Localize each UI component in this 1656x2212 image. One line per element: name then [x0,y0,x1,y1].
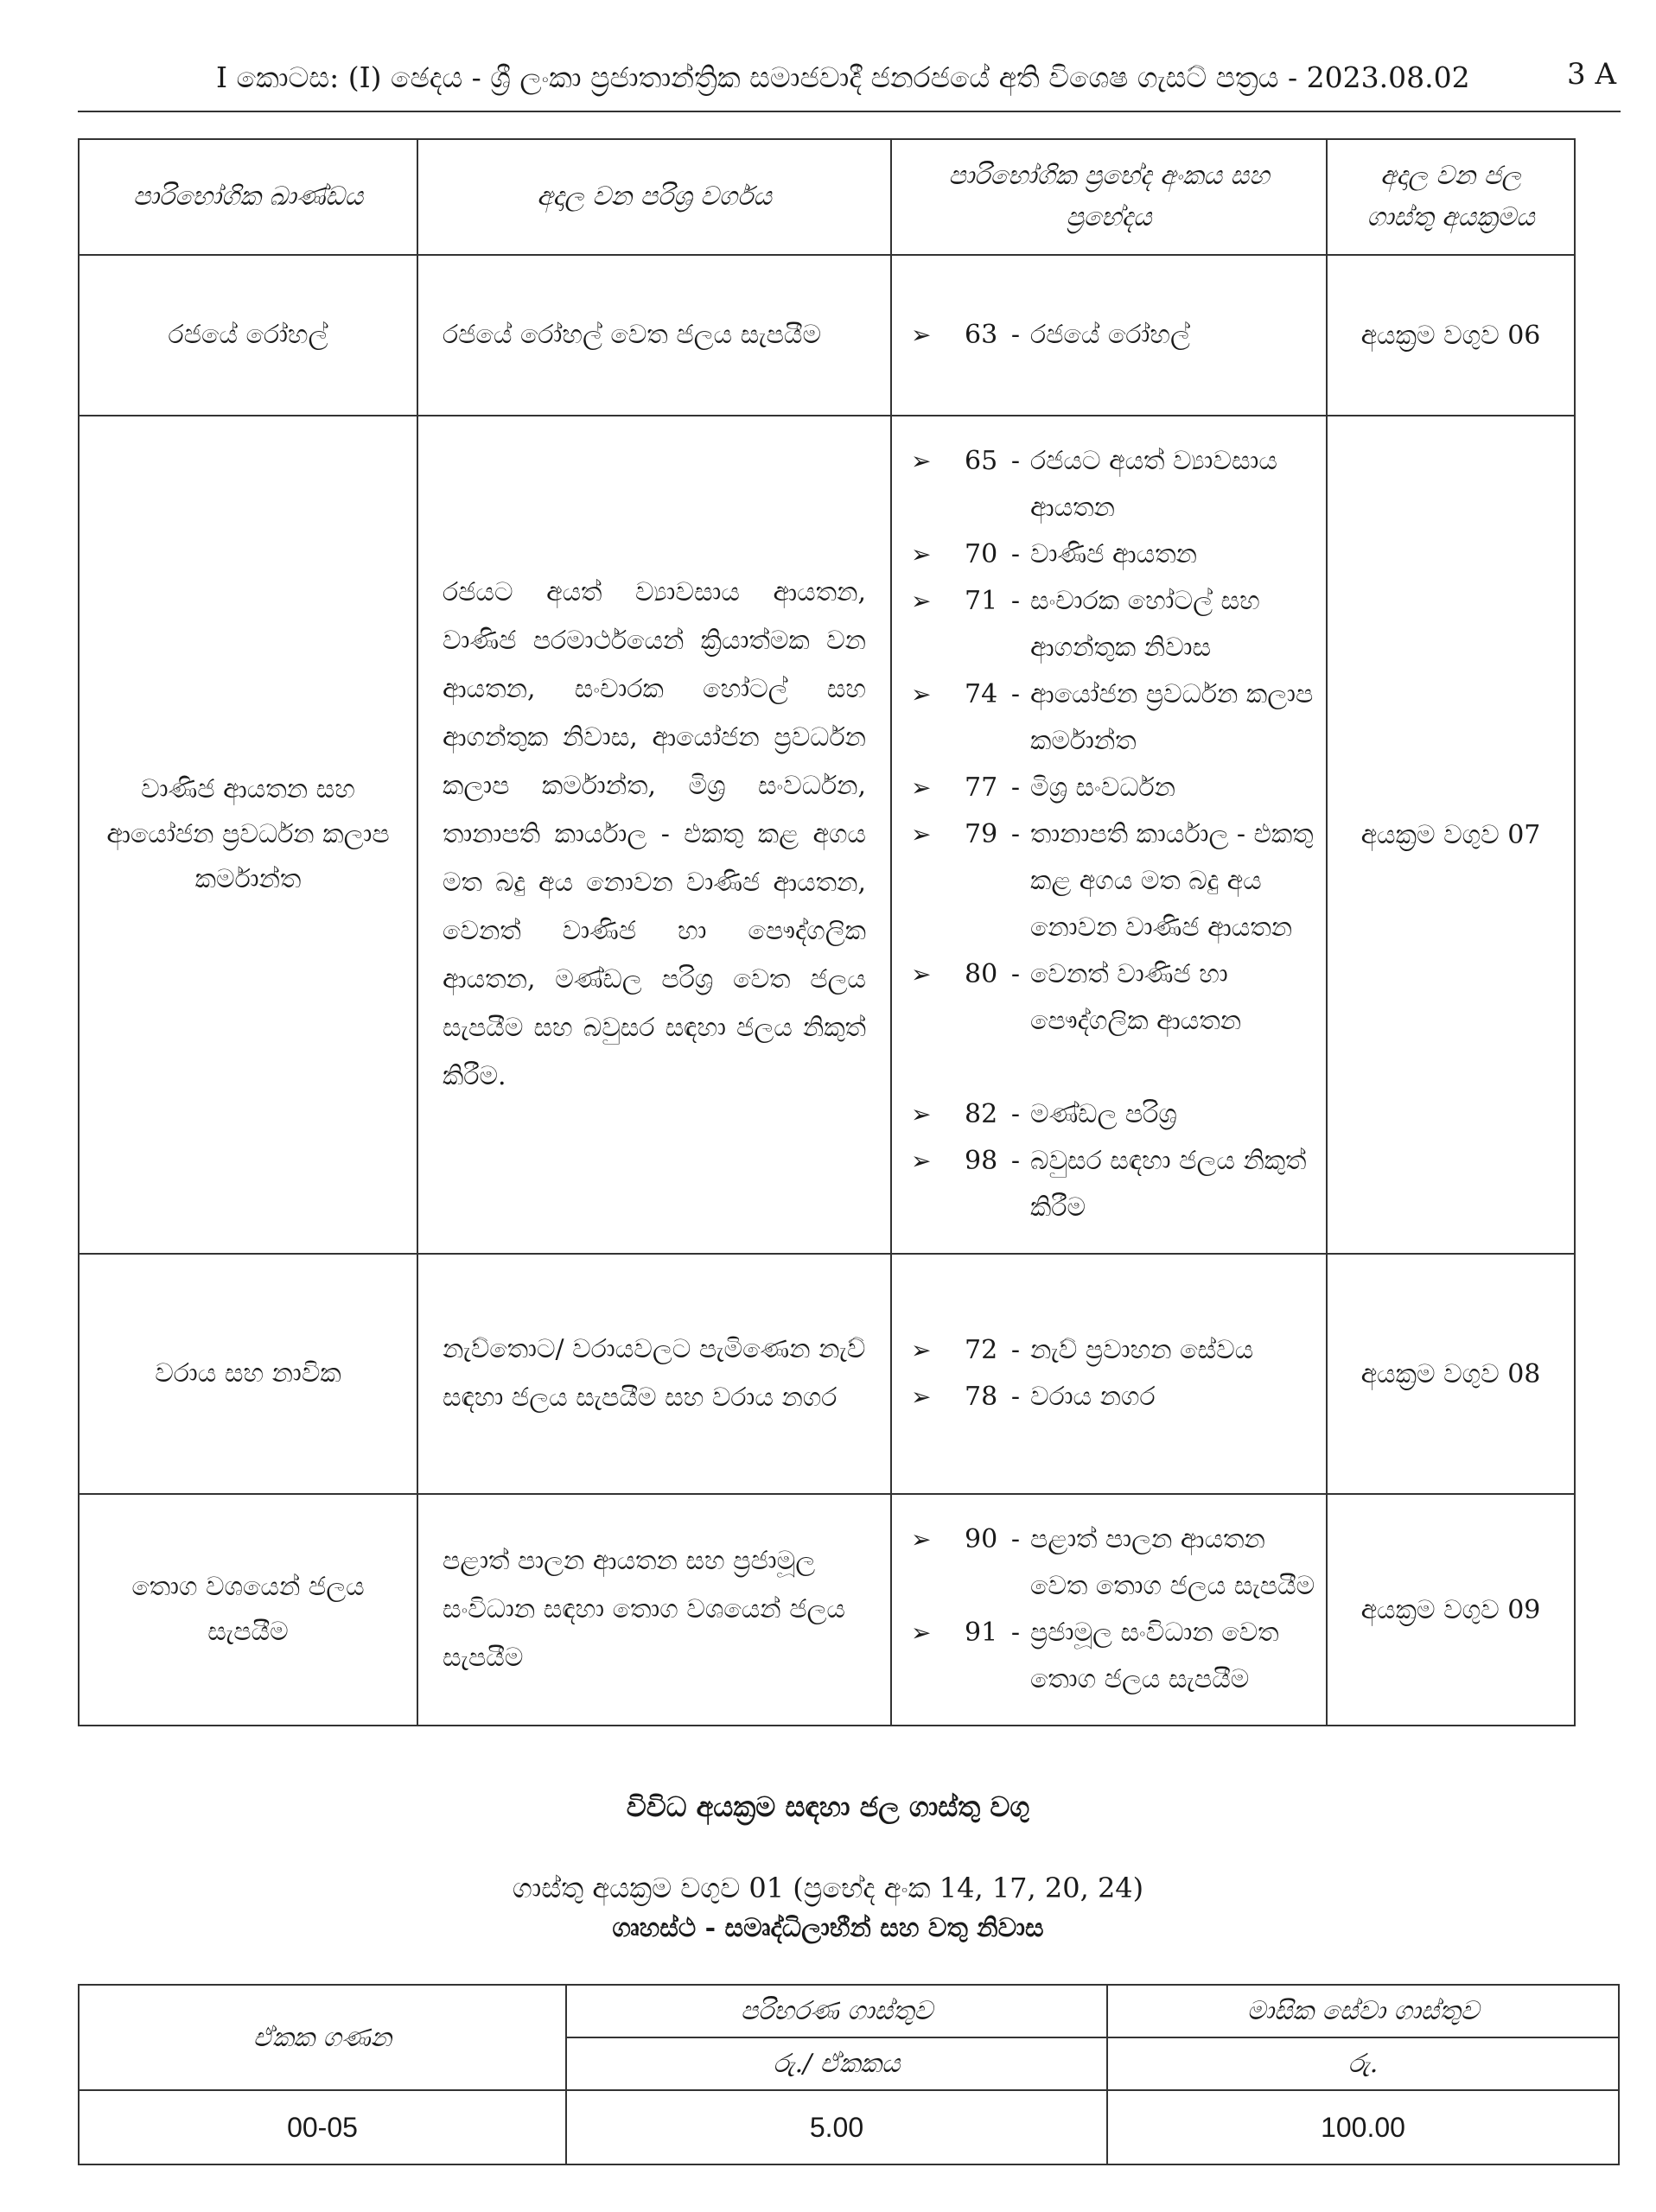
subcategory-code: 82 [965,1099,998,1129]
arrow-bullet-icon: ➢ [911,1618,932,1647]
tariff-table: අයක්‍රම වගුව 08 [1327,1254,1575,1494]
tariff-table-subtitle: ගෘහස්ථ - සමෘද්ධිලාභීන් සහ වතු නිවාස [612,1913,1044,1943]
arrow-bullet-icon: ➢ [911,1100,932,1128]
subcategory-list [891,1494,1327,1726]
subcategory-list [891,416,1327,1254]
subcategory-code: 65 [965,446,998,476]
list-item: ➢ 72 - නැව් ප්‍රවාහන සේවය [911,1327,1317,1374]
premises-type: පළාත් පාලන ආයතන සහ ප්‍රජාමූල සංවිධාන සඳහා තොග වශයෙන් ජලය සැපයීම [417,1494,891,1726]
list-item: ➢ 91 - ප්‍රජාමූල සංවිධාන වෙත තොග ජලය සැපයීම [911,1610,1317,1703]
arrow-bullet-icon: ➢ [911,1525,932,1554]
arrow-bullet-icon: ➢ [911,680,932,709]
list-item: ➢ 80 - වෙනත් වාණිජ හා පෞද්ගලික ආයතන [911,951,1317,1045]
subcategory-code: 90 [965,1524,998,1554]
subcategory-code: 71 [965,586,998,616]
arrow-bullet-icon: ➢ [911,1147,932,1175]
table-row [79,416,1575,1254]
header-units: ඒකක ගණන [79,1985,566,2090]
subcategory-code: 91 [965,1618,998,1648]
arrow-bullet-icon: ➢ [911,820,932,849]
subcategory-desc: සංචාරක හෝටල් සහ ආගන්තුක නිවාස [1030,586,1260,663]
subcategory-desc: නැව් ප්‍රවාහන සේවය [1030,1335,1254,1365]
subcategory-desc: ආයෝජන ප්‍රවර්ධන කලාප කර්මාන්ත [1030,679,1314,756]
fee-header-row [79,1985,1619,2037]
list-item: ➢ 77 - මිශ්‍ර සංවර්ධන [911,765,1317,811]
premises-type: රජයේ රෝහල් වෙත ජලය සැපයීම [417,255,891,416]
subcategory-code: 98 [965,1146,998,1176]
subcategory-desc: බවුසර සඳහා ජලය නිකුත් කිරීම [1030,1146,1307,1223]
subcategory-code: 78 [965,1382,998,1412]
header-divider [78,111,1621,112]
arrow-bullet-icon: ➢ [911,1382,932,1411]
consumer-category: රජයේ රෝහල් [79,255,417,416]
list-item: ➢ 98 - බවුසර සඳහා ජලය නිකුත් කිරීම [911,1138,1317,1231]
header-premises-type: අදාල වන පරිශ්‍ර වර්ගය [417,139,891,255]
subcategory-desc: වෙනත් වාණිජ හා පෞද්ගලික ආයතන [1030,959,1242,1036]
tariff-table: අයක්‍රම වගුව 09 [1327,1494,1575,1726]
subcategory-desc: වාණිජ ආයතන [1030,539,1197,569]
fee-table [78,1984,1620,2165]
subcategory-desc: මිශ්‍ර සංවර්ධන [1030,772,1176,803]
section-title: විවිධ අයක්‍රම සඳහා ජල ගාස්තු වගු [626,1790,1030,1823]
arrow-bullet-icon: ➢ [911,1336,932,1364]
tariff-table: අයක්‍රම වගුව 07 [1327,416,1575,1254]
page-header [78,54,1616,105]
arrow-bullet-icon: ➢ [911,587,932,615]
arrow-bullet-icon: ➢ [911,773,932,802]
units-range: 00-05 [79,2090,566,2164]
subcategory-desc: තානාපති කාර්යාල - එකතු කළ අගය මත බදු අය නොවන වාණිජ ආයතන [1030,819,1314,943]
tariff-table: අයක්‍රම වගුව 06 [1327,255,1575,416]
subcategory-code: 80 [965,959,998,989]
list-item: ➢ 82 - මණ්ඩල පරිශ්‍ර [911,1091,1317,1138]
consumer-category: තොග වශයෙන් ජලය සැපයීම [79,1494,417,1726]
subcategory-code: 74 [965,679,998,709]
premises-type: නැව්තොට/ වරායවලට පැමිණෙන නැව් සඳහා ජලය සැපයීම සහ වරාය නගර [417,1254,891,1494]
header-service-unit: රු. [1107,2037,1619,2090]
list-item: ➢ 65 - රජයට අයත් ව්‍යාවසාය ආයතන [911,438,1317,531]
header-consumer-category: පාරිභෝගික ඛාණ්ඩය [79,139,417,255]
subcategory-code: 79 [965,819,998,849]
arrow-bullet-icon: ➢ [911,960,932,988]
page-number: 3 A [1567,57,1616,92]
subcategory-code: 77 [965,772,998,803]
subcategory-desc: පළාත් පාලන ආයතන වෙත තොග ජලය සැපයීම [1030,1524,1315,1601]
subcategory-code: 63 [965,320,998,350]
header-usage-unit: රු./ ඒකකය [566,2037,1107,2090]
subcategory-code: 70 [965,539,998,569]
subcategory-list [891,1254,1327,1494]
table-row [79,2090,1619,2164]
premises-type: රජයට අයත් ව්‍යාවසාය ආයතන, වාණිජ පරමාර්ථයෙන් ක්‍රියාත්මක වන ආයතන, සංචාරක හෝටල් සහ ආගන්තුක නිවාස, ආයෝජන ප්‍රවර්ධන කලාප කර්මාන්ත, මිශ්‍ර සංවර්ධන, තානාපති කාර්යාල - එකතු කළ අගය මත බදු අය නොවන වාණිජ ආයතන, වෙනත් වාණිජ හා පෞද්ගලික ආයතන, මණ්ඩල පරිශ්‍ර වෙත ජලය සැපයීම සහ බවුසර සඳහා ජලය නිකුත් කිරීම. [417,416,891,1254]
consumer-category: වාණිජ ආයතන සහ ආයෝජන ප්‍රවර්ධන කලාප කර්මාන්ත [79,416,417,1254]
list-item: ➢ 70 - වාණිජ ආයතන [911,531,1317,578]
list-item: ➢ 79 - තානාපති කාර්යාල - එකතු කළ අගය මත බදු අය නොවන වාණිජ ආයතන [911,811,1317,951]
subcategory-code: 72 [965,1335,998,1365]
usage-charge: 5.00 [566,2090,1107,2164]
subcategory-list [891,255,1327,416]
arrow-bullet-icon: ➢ [911,321,932,349]
consumer-category-table [78,138,1576,1726]
gazette-header-title: I කොටස: (I) ඡෙදය - ශ්‍රී ලංකා ප්‍රජාතාන්ත්‍රික සමාජවාදී ජනරජයේ අති විශෙෂ ගැසට් පත්‍රය - 2023.08.02 [216,60,1470,94]
list-item: ➢ 74 - ආයෝජන ප්‍රවර්ධන කලාප කර්මාන්ත [911,671,1317,765]
list-item: ➢ 63 - රජයේ රෝහල් [911,312,1317,359]
table-header-row [79,139,1575,255]
list-item: ➢ 78 - වරාය නගර [911,1374,1317,1421]
subcategory-desc: මණ්ඩල පරිශ්‍ර [1030,1099,1177,1129]
header-tariff: අදාල වන ජල ගාස්තු අයක්‍රමය [1327,139,1575,255]
service-charge: 100.00 [1107,2090,1619,2164]
tariff-table-title: ගාස්තු අයක්‍රම වගුව 01 (ප්‍රභේද අංක 14, 17, 20, 24) [512,1872,1144,1904]
subcategory-desc: ප්‍රජාමූල සංවිධාන වෙත තොග ජලය සැපයීම [1030,1618,1279,1694]
header-usage-charge: පරිභරණ ගාස්තුව [566,1985,1107,2037]
header-service-charge: මාසික සේවා ගාස්තුව [1107,1985,1619,2037]
subcategory-desc: වරාය නගර [1030,1382,1156,1412]
list-item: ➢ 71 - සංචාරක හෝටල් සහ ආගන්තුක නිවාස [911,578,1317,671]
subcategory-desc: රජයේ රෝහල් [1030,320,1190,350]
list-item: ➢ 90 - පළාත් පාලන ආයතන වෙත තොග ජලය සැපයීම [911,1516,1317,1610]
table-row [79,1494,1575,1726]
arrow-bullet-icon: ➢ [911,540,932,569]
arrow-bullet-icon: ➢ [911,447,932,475]
table-row [79,1254,1575,1494]
table-row [79,255,1575,416]
subcategory-desc: රජයට අයත් ව්‍යාවසාය ආයතන [1030,446,1277,523]
consumer-category: වරාය සහ නාවික [79,1254,417,1494]
header-subcategory: පාරිභෝගික ප්‍රභේද අංකය සහ ප්‍රභේදය [891,139,1327,255]
